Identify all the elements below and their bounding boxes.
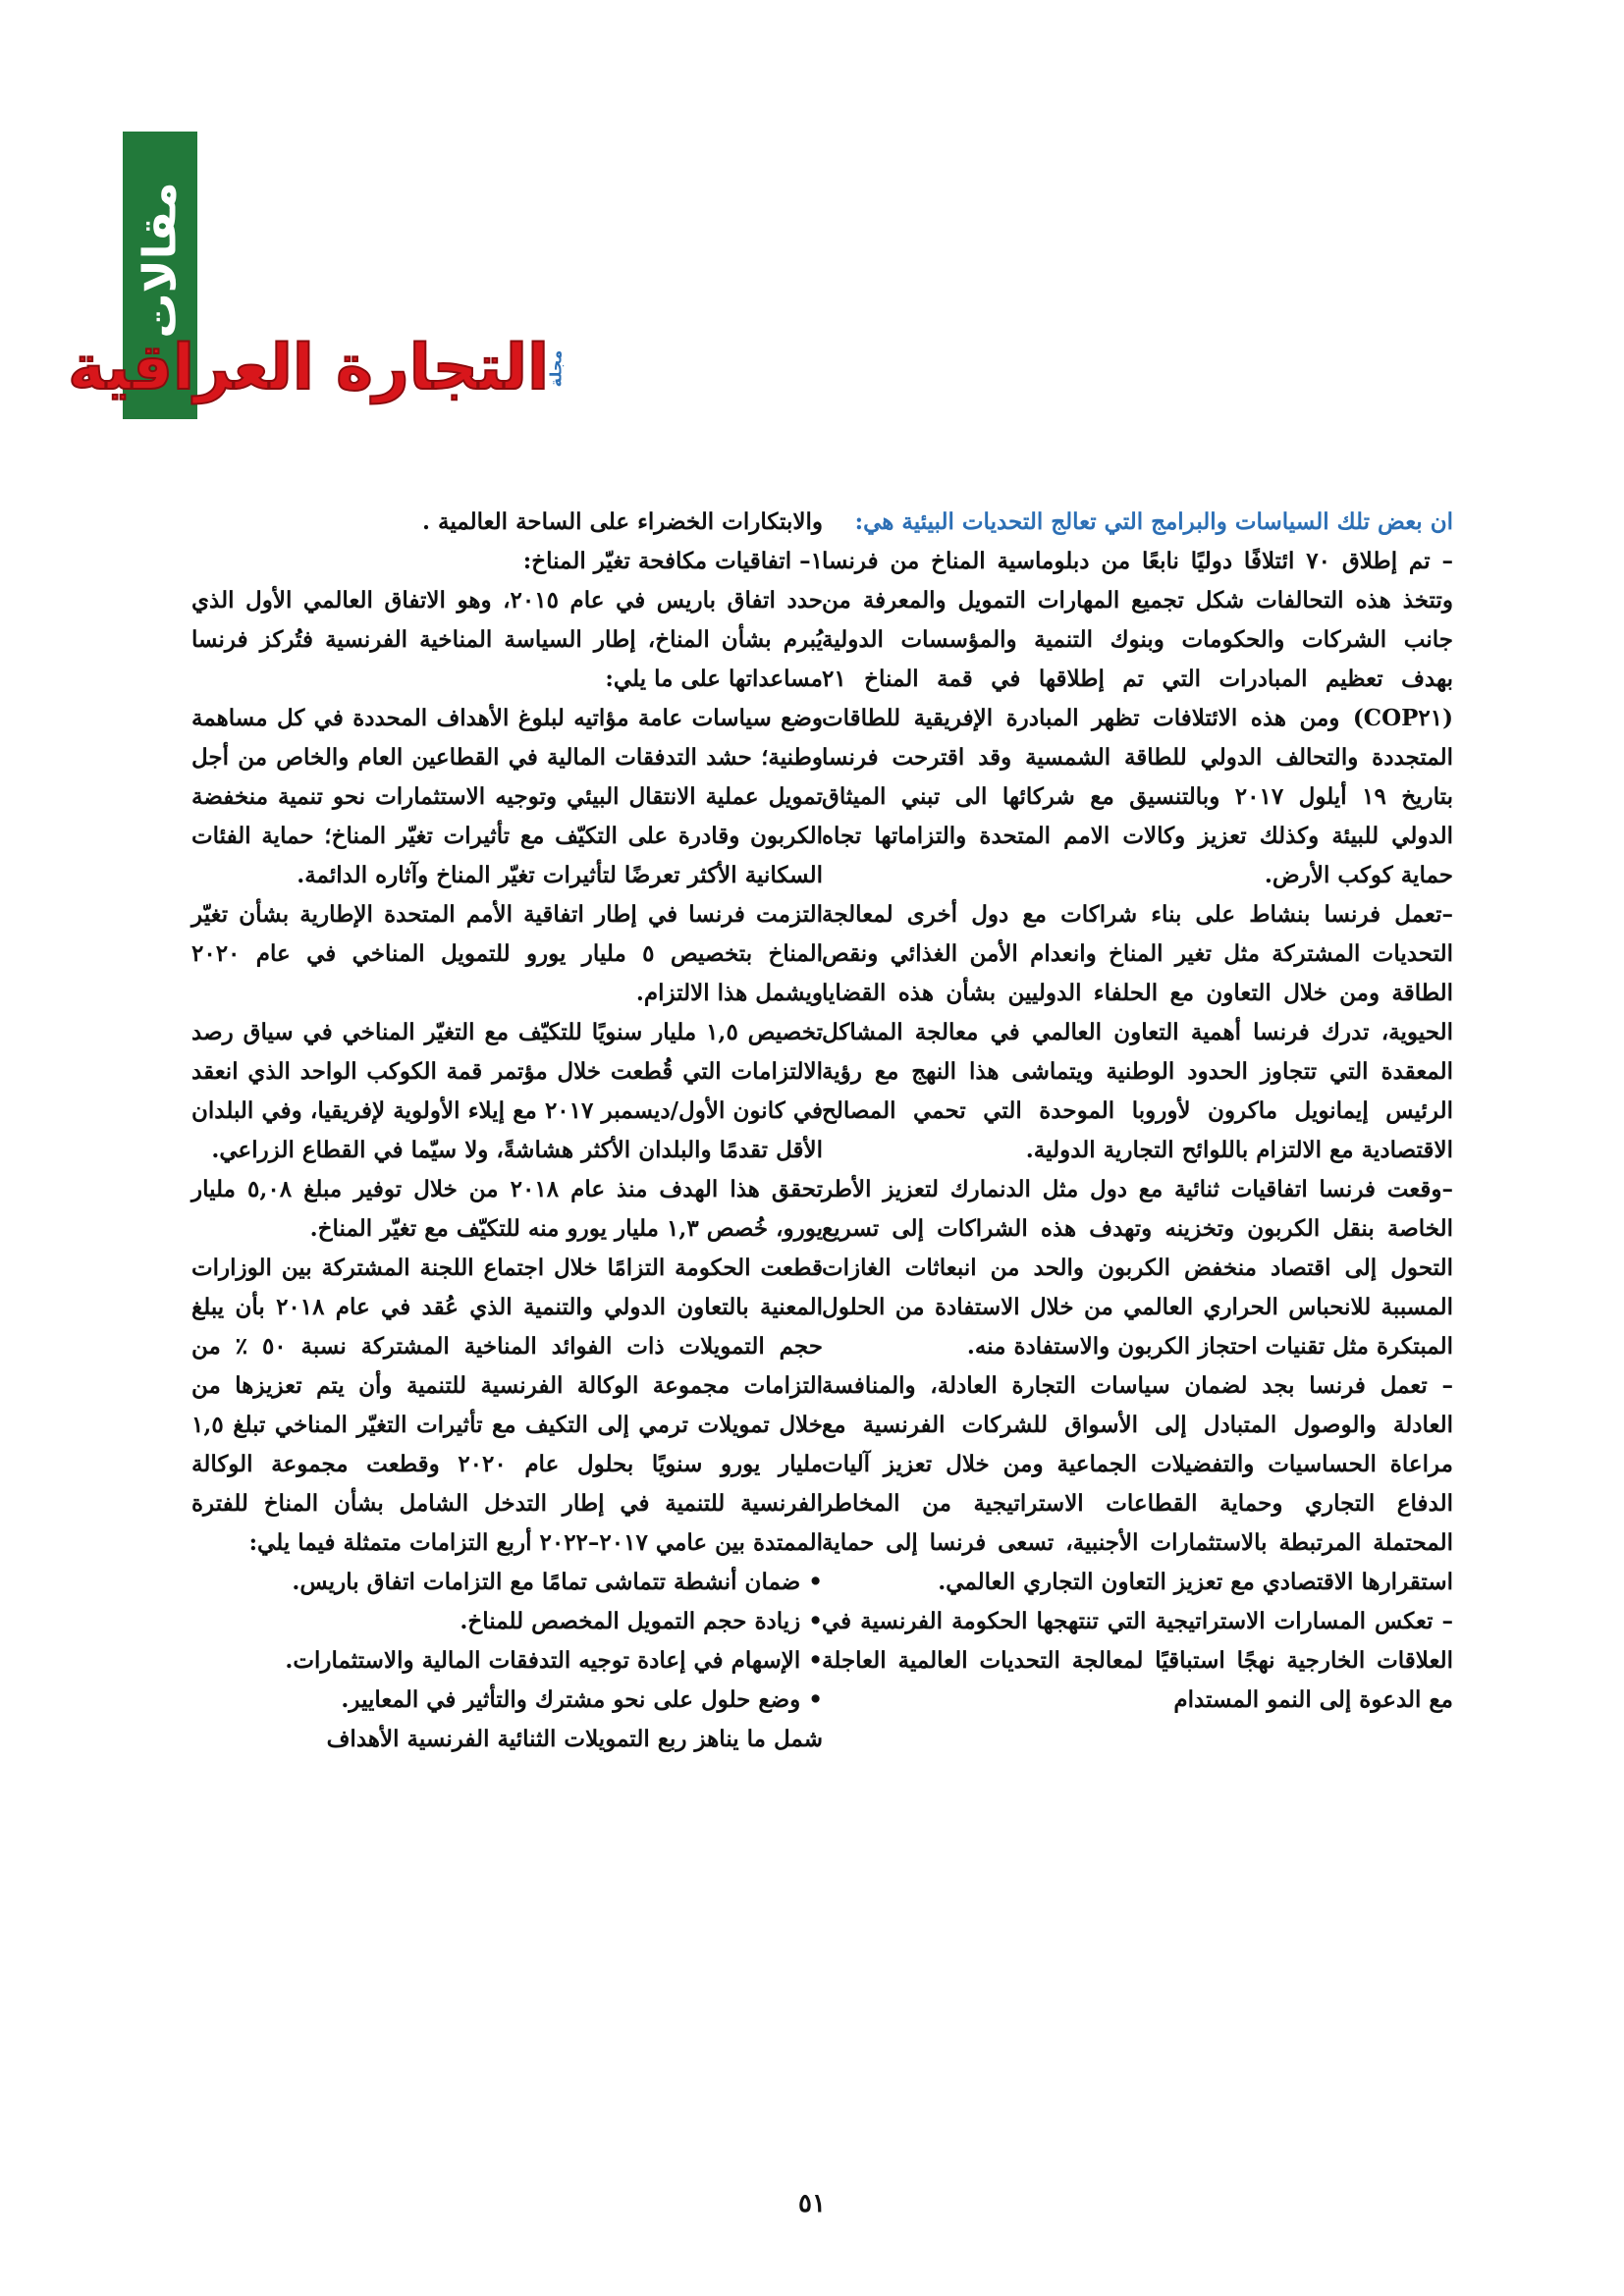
bullet-item: • زيادة حجم التمويل المخصص للمناخ.: [460, 1608, 823, 1634]
bullet-item: • وضع حلول على نحو مشترك والتأثير في المعايير.: [341, 1686, 823, 1713]
paragraph: تحقق هذا الهدف منذ عام ٢٠١٨ من خلال توفير مبلغ ٥,٠٨ مليار يورو، خُصص ١,٣ مليار يورو منه للتكيّف مع تغيّر المناخ.: [191, 1176, 823, 1242]
paragraph: قطعت الحكومة التزامًا خلال اجتماع اللجنة المشتركة بين الوزارات المعنية بالتعاون الدولي والتنمية الذي عُقد في عام ٢٠١٨ بأن يبلغ حجم التمويلات ذات الفوائد المناخية المشتركة نسبة ٥٠ ٪ من التزامات مجموعة الوكالة الفرنسية للتنمية وأن يتم تعزيزها من خلال تمويلات ترمي إلى التكيف مع تأثيرات التغيّر المناخي تبلغ ١,٥ مليار يورو سنويًا بحلول عام ٢٠٢٠ وقطعت مجموعة الوكالة الفرنسية للتنمية في إطار التدخل الشامل بشأن المناخ للفترة الممتدة بين عامي ٢٠١٧–٢٠٢٢ أربع التزامات متمثلة فيما يلي:: [191, 1255, 824, 1556]
subheading: ١– اتفاقيات مكافحة تغيّر المناخ:: [522, 548, 823, 574]
bullet-item: • ضمان أنشطة تتماشى تمامًا مع التزامات اتفاق باريس.: [292, 1569, 823, 1595]
paragraph: شمل ما يناهز ربع التمويلات الثنائية الفرنسية الأهداف: [326, 1726, 823, 1752]
left-column: [191, 503, 823, 1759]
section-heading: ان بعض تلك السياسات والبرامج التي تعالج التحديات البيئية هي:: [854, 508, 1453, 535]
magazine-small-label: مجلة: [546, 349, 566, 388]
page-number: ٥١: [798, 2189, 826, 2218]
paragraph: التزمت فرنسا في إطار اتفاقية الأمم المتحدة الإطارية بشأن تغيّر المناخ بتخصيص ٥ مليار يورو للتمويل المناخي في عام ٢٠٢٠ ويشمل هذا الالتزام.: [191, 901, 823, 1006]
paragraph: – تعمل فرنسا بجد لضمان سياسات التجارة العادلة، والمنافسة العادلة والوصول المتبادل إلى الأسواق للشركات الفرنسية مع مراعاة الحساسيات والتفضيلات الجماعية ومن خلال تعزيز آليات الدفاع التجاري وحماية القطاعات الاستراتيجية من المخاطر المحتملة المرتبطة بالاستثمارات الأجنبية، تسعى فرنسا إلى حماية استقرارها الاقتصادي مع تعزيز التعاون التجاري العالمي.: [822, 1372, 1453, 1595]
paragraph: وضع سياسات عامة مؤاتيه لبلوغ الأهداف المحددة في كل مساهمة وطنية؛ حشد التدفقات المالية في القطاعين العام والخاص من أجل تمويل عملية الانتقال البيئي وتوجيه الاستثمارات نحو تنمية منخفضة الكربون وقادرة على التكيّف مع تأثيرات تغيّر المناخ؛ حماية الفئات السكانية الأكثر تعرضًا لتأثيرات تغيّر المناخ وآثاره الدائمة.: [191, 705, 823, 888]
paragraph: – تعكس المسارات الاستراتيجية التي تنتهجها الحكومة الفرنسية في العلاقات الخارجية نهجًا استباقيًا لمعالجة التحديات العالمية العاجلة مع الدعوة إلى النمو المستدام: [822, 1608, 1453, 1713]
section-label-text: مقالات: [134, 182, 187, 339]
paragraph: حدد اتفاق باريس في عام ٢٠١٥، وهو الاتفاق العالمي الأول الذي يُبرم بشأن المناخ، إطار السياسة المناخية الفرنسية فتُركز فرنسا مساعداتها على ما يلي:: [191, 587, 823, 692]
paragraph: – تم إطلاق ٧٠ ائتلافًا دوليًا نابعًا من دبلوماسية المناخ من فرنسا وتتخذ هذه التحالفات شكل تجميع المهارات التمويل والمعرفة من جانب الشركات والحكومات وبنوك التنمية والمؤسسات الدولية بهدف تعظيم المبادرات التي تم إطلاقها في قمة المناخ ٢١ (COP٢١) ومن هذه الائتلافات تظهر المبادرة الإفريقية للطاقات المتجددة والتحالف الدولي للطاقة الشمسية وقد اقترحت فرنسا بتاريخ ١٩ أيلول ٢٠١٧ وبالتنسيق مع شركائها الى تبني الميثاق الدولي للبيئة وكذلك تعزيز وكالات الامم المتحدة والتزاماتها تجاه حماية كوكب الأرض.: [822, 548, 1454, 888]
magazine-logo: [68, 324, 574, 422]
bullet-item: • الإسهام في إعادة توجيه التدفقات المالية والاستثمارات.: [285, 1647, 823, 1674]
right-column: [822, 503, 1453, 1720]
paragraph: تخصيص ١,٥ مليار سنويًا للتكيّف مع التغيّر المناخي في سياق رصد الالتزامات التي قُطعت خلال مؤتمر قمة الكوكب الواحد الذي انعقد في كانون الأول/ديسمبر ٢٠١٧ مع إيلاء الأولوية لإفريقيا، وفي البلدان الأقل تقدمًا والبلدان الأكثر هشاشةً، ولا سيّما في القطاع الزراعي.: [191, 1019, 823, 1163]
paragraph: –وقعت فرنسا اتفاقيات ثنائية مع دول مثل الدنمارك لتعزيز الأطر الخاصة بنقل الكربون وتخزينه وتهدف هذه الشراكات إلى تسريع التحول إلى اقتصاد منخفض الكربون والحد من انبعاثات الغازات المسببة للانحباس الحراري العالمي من خلال الاستفادة من الحلول المبتكرة مثل تقنيات احتجاز الكربون والاستفادة منه.: [822, 1176, 1453, 1360]
paragraph: –تعمل فرنسا بنشاط على بناء شراكات مع دول أخرى لمعالجة التحديات المشتركة مثل تغير المناخ وانعدام الأمن الغذائي ونقص الطاقة ومن خلال التعاون مع الحلفاء الدوليين بشأن هذه القضايا الحيوية، تدرك فرنسا أهمية التعاون العالمي في معالجة المشاكل المعقدة التي تتجاوز الحدود الوطنية ويتماشى هذا النهج مع رؤية الرئيس إيمانويل ماكرون لأوروبا الموحدة التي تحمي المصالح الاقتصادية مع الالتزام باللوائح التجارية الدولية.: [822, 901, 1453, 1163]
paragraph: والابتكارات الخضراء على الساحة العالمية .: [421, 508, 823, 535]
magazine-name: التجارة العراقية: [68, 332, 549, 404]
